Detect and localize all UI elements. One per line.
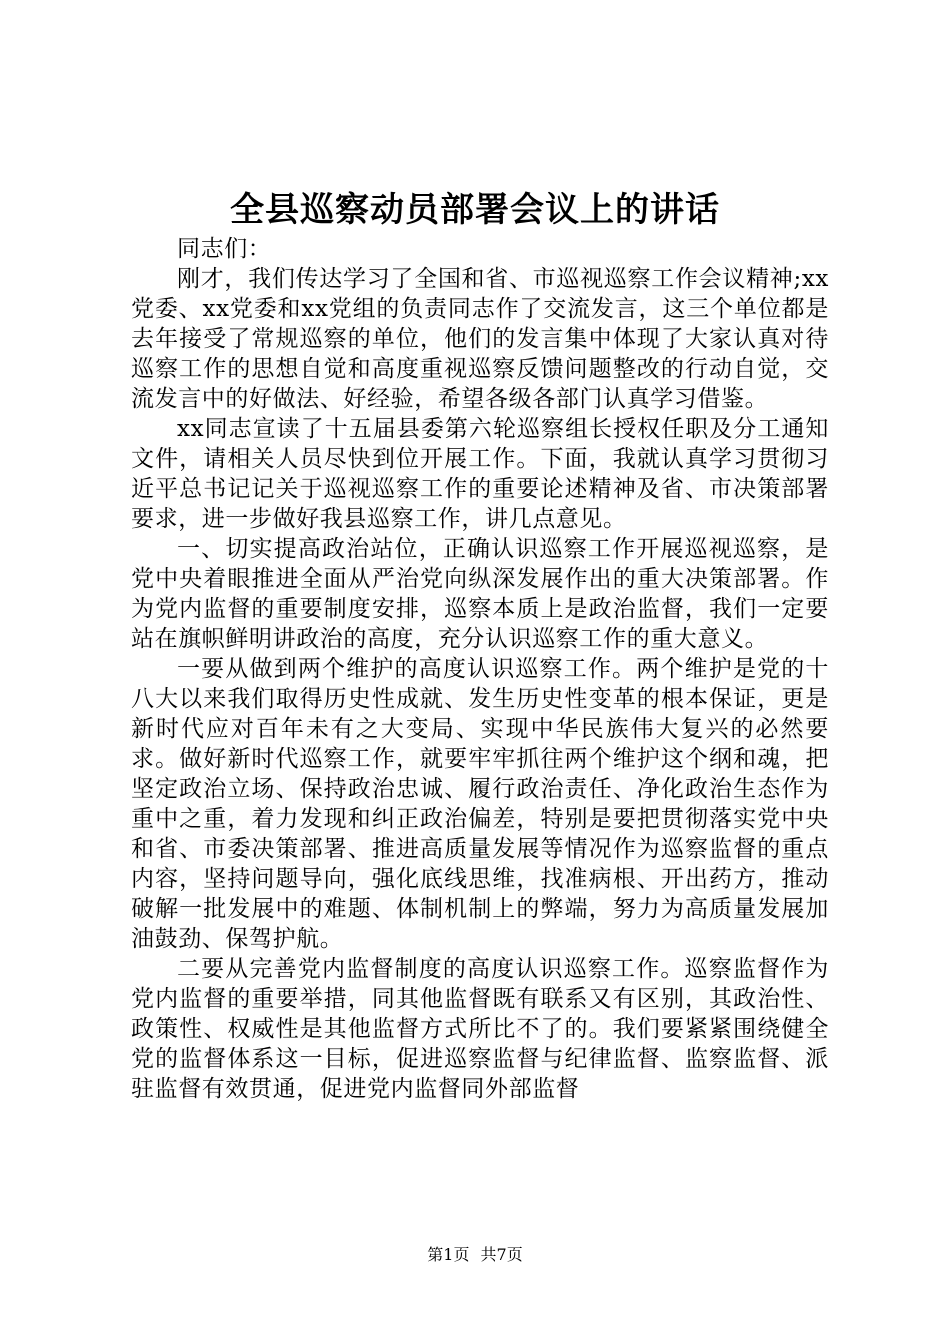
page-footer [0, 1244, 950, 1266]
page-total: 共7页 [480, 1245, 523, 1264]
paragraph-1: 刚才，我们传达学习了全国和省、市巡视巡察工作会议精神;xx党委、xx党委和xx党组的负责同志作了交流发言，这三个单位都是去年接受了常规巡察的单位，他们的发言集中体现了大家认真对待巡察工作的思想自觉和高度重视巡察反馈问题整改的行动自觉，交流发言中的好做法、好经验，希望各级各部门认真学习借鉴。 [131, 266, 829, 412]
paragraph-5: 二要从完善党内监督制度的高度认识巡察工作。巡察监督作为党内监督的重要举措，同其他监督既有联系又有区别，其政治性、政策性、权威性是其他监督方式所比不了的。我们要紧紧围绕健全党的监督体系这一目标，促进巡察监督与纪律监督、监察监督、派驻监督有效贯通，促进党内监督同外部监督 [131, 956, 829, 1102]
document-body [131, 234, 829, 1104]
document-title: 全县巡察动员部署会议上的讲话 [230, 190, 720, 230]
page-number: 第1页 [427, 1245, 470, 1264]
paragraph-3: 一、切实提高政治站位，正确认识巡察工作开展巡视巡察，是党中央着眼推进全面从严治党向纵深发展作出的重大决策部署。作为党内监督的重要制度安排，巡察本质上是政治监督，我们一定要站在旗帜鲜明讲政治的高度，充分认识巡察工作的重大意义。 [131, 536, 829, 652]
paragraph-4: 一要从做到两个维护的高度认识巡察工作。两个维护是党的十八大以来我们取得历史性成就、发生历史性变革的根本保证，更是新时代应对百年未有之大变局、实现中华民族伟大复兴的必然要求。做好新时代巡察工作，就要牢牢抓往两个维护这个纲和魂，把坚定政治立场、保持政治忠诚、履行政治责任、净化政治生态作为重中之重，着力发现和纠正政治偏差，特别是要把贯彻落实党中央和省、市委决策部署、推进高质量发展等情况作为巡察监督的重点内容，坚持问题导向，强化底线思维，找准病根、开出药方，推动破解一批发展中的难题、体制机制上的弊端，努力为高质量发展加油鼓劲、保驾护航。 [131, 656, 829, 952]
paragraph-salutation: 同志们： [177, 236, 272, 262]
paragraph-2: xx同志宣读了十五届县委第六轮巡察组长授权任职及分工通知文件，请相关人员尽快到位开展工作。下面，我就认真学习贯彻习近平总书记记关于巡视巡察工作的重要论述精神及省、市决策部署要求，进一步做好我县巡察工作，讲几点意见。 [131, 416, 829, 532]
